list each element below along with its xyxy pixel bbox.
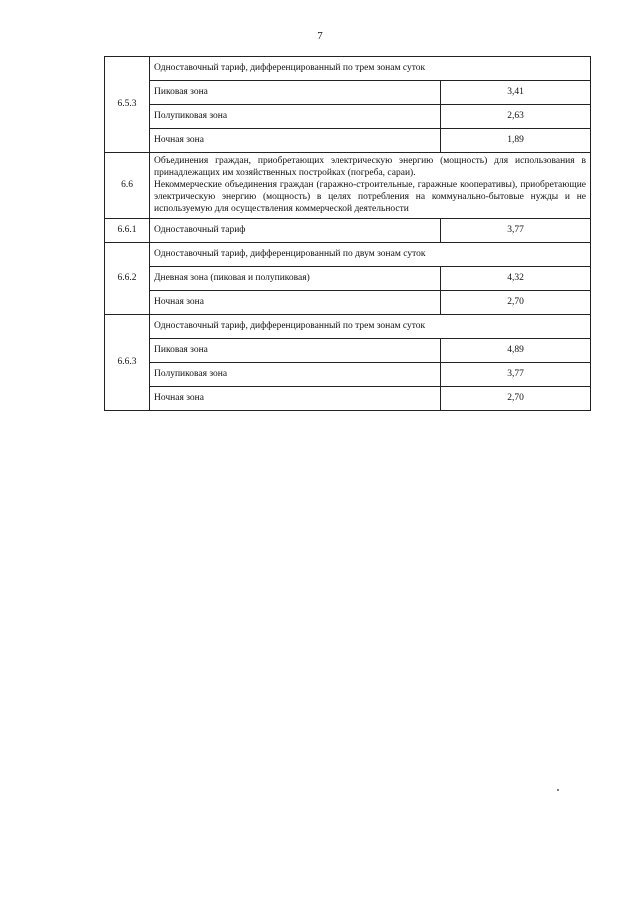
tariff-value: 2,70 — [441, 291, 591, 315]
zone-label: Дневная зона (пиковая и полупиковая) — [150, 267, 441, 291]
table-row — [105, 363, 591, 387]
zone-label: Пиковая зона — [150, 339, 441, 363]
row-title: Одноставочный тариф, дифференцированный по трем зонам суток — [150, 57, 591, 81]
zone-label: Полупиковая зона — [150, 363, 441, 387]
row-code: 6.6.2 — [105, 243, 150, 315]
row-code: 6.5.3 — [105, 57, 150, 153]
tariff-value: 3,77 — [441, 219, 591, 243]
table-row — [105, 339, 591, 363]
table-row — [105, 105, 591, 129]
table-row — [105, 57, 591, 81]
zone-label: Полупиковая зона — [150, 105, 441, 129]
row-code: 6.6.3 — [105, 315, 150, 411]
table-row — [105, 243, 591, 267]
table-row — [105, 81, 591, 105]
zone-label: Ночная зона — [150, 129, 441, 153]
table-row — [105, 387, 591, 411]
row-code: 6.6.1 — [105, 219, 150, 243]
row-code: 6.6 — [105, 153, 150, 219]
zone-label: Ночная зона — [150, 291, 441, 315]
tariff-value: 4,32 — [441, 267, 591, 291]
tariff-value: 3,41 — [441, 81, 591, 105]
table-row — [105, 219, 591, 243]
table-row — [105, 129, 591, 153]
zone-label: Ночная зона — [150, 387, 441, 411]
tariff-table — [104, 56, 591, 411]
description-paragraph: Некоммерческие объединения граждан (гаражно-строительные, гаражные кооперативы), приобретающие электрическую энергию (мощность) в целях потребления на коммунально-бытовые нужды и не используемую для осуществления коммерческой деятельности — [154, 179, 586, 214]
row-title: Одноставочный тариф, дифференцированный по трем зонам суток — [150, 315, 591, 339]
tariff-value: 4,89 — [441, 339, 591, 363]
scan-speck — [557, 789, 559, 791]
tariff-value: 2,70 — [441, 387, 591, 411]
table-row — [105, 153, 591, 219]
tariff-value: 1,89 — [441, 129, 591, 153]
zone-label: Одноставочный тариф — [150, 219, 441, 243]
tariff-value: 2,63 — [441, 105, 591, 129]
row-title: Одноставочный тариф, дифференцированный по двум зонам суток — [150, 243, 591, 267]
table-row — [105, 291, 591, 315]
row-description — [150, 153, 591, 219]
description-paragraph: Объединения граждан, приобретающих электрическую энергию (мощность) для использования в принадлежащих им хозяйственных постройках (погреба, сараи). — [154, 156, 586, 178]
zone-label: Пиковая зона — [150, 81, 441, 105]
table-row — [105, 315, 591, 339]
table-row — [105, 267, 591, 291]
page-number: 7 — [317, 30, 323, 42]
tariff-value: 3,77 — [441, 363, 591, 387]
